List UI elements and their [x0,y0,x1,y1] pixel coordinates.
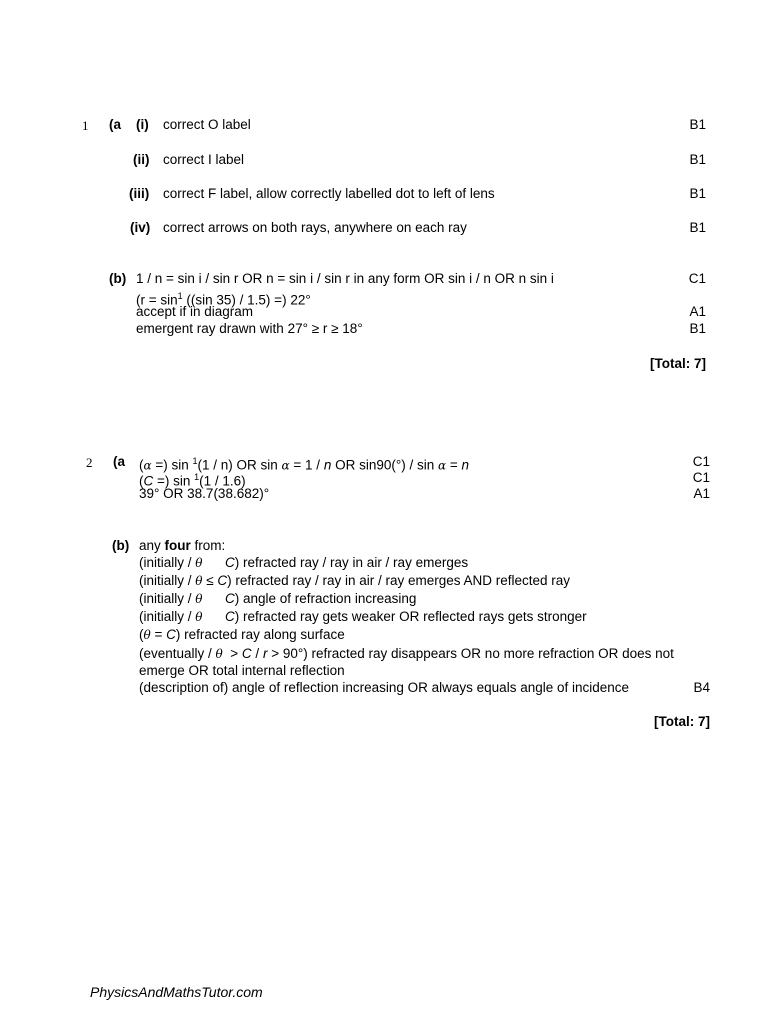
total: [Total: 7] [654,714,710,729]
answer-text: (initially / θ C) angle of refraction increasing [139,591,417,606]
mark: A1 [693,486,710,501]
mark: C1 [692,470,710,485]
mark: B1 [689,321,706,336]
subpart-label: (ii) [133,152,150,167]
mark: C1 [692,454,710,469]
part-label: (a [109,117,122,132]
answer-text: ($r = \sin^1 ((\sin$ 35) / 1.5) =) 22° [136,291,311,308]
answer-text: (description of) angle of reflection increasing OR always equals angle of incidence [139,680,630,695]
part-label: (a [113,454,126,469]
question-number: 2 [86,455,93,470]
answer-text: (θ = C) refracted ray along surface [139,627,345,642]
mark: B1 [689,152,706,167]
answer-text: emerge OR total internal reflection [139,663,345,678]
mark: A1 [689,304,706,319]
answer-text: any four from: [139,538,226,553]
answer-text: correct F label, allow correctly labelled dot to left of lens [163,186,495,201]
mark: B4 [693,680,710,695]
total: [Total: 7] [650,356,706,371]
answer-text: (C =) sin $^1$(1 / 1.6) [139,472,246,489]
answer-text: emergent ray drawn with 27° ≥ r ≥ 18° [136,321,363,336]
part-label: (b) [109,271,127,286]
answer-text: 39° OR 38.7(38.682)° [139,486,270,501]
answer-text: correct I label [163,152,245,167]
mark: B1 [689,220,706,235]
answer-text: (initially / θ ≤ C) refracted ray / ray in air / ray emerges AND reflected ray [139,573,571,588]
answer-text: accept if in diagram [136,304,254,319]
answer-text: (initially / θ C) refracted ray / ray in air / ray emerges [139,555,469,570]
mark: B1 [689,186,706,201]
answer-text: correct O label [163,117,251,132]
question-number: 1 [82,118,89,133]
subpart-label: (i) [136,117,149,132]
mark: B1 [689,117,706,132]
answer-text: (eventually / θ > C / r > 90°) refracted ray disappears OR no more refraction OR does not [139,646,674,661]
answer-text: (initially / θ C) refracted ray gets weaker OR reflected rays gets stronger [139,609,587,624]
subpart-label: (iv) [130,220,151,235]
answer-text: 1 / n = sin i / sin r OR n = sin i / sin r in any form OR sin i / n OR n sin i [136,271,554,286]
answer-text: (α =) sin $^1$(1 / n) OR sin α = 1 / n OR sin90(°) / sin α = n [139,456,470,473]
answer-text: correct arrows on both rays, anywhere on each ray [163,220,467,235]
footer-site-name: PhysicsAndMathsTutor.com [90,984,263,1000]
subpart-label: (iii) [129,186,150,201]
mark: C1 [688,271,706,286]
part-label: (b) [112,538,130,553]
